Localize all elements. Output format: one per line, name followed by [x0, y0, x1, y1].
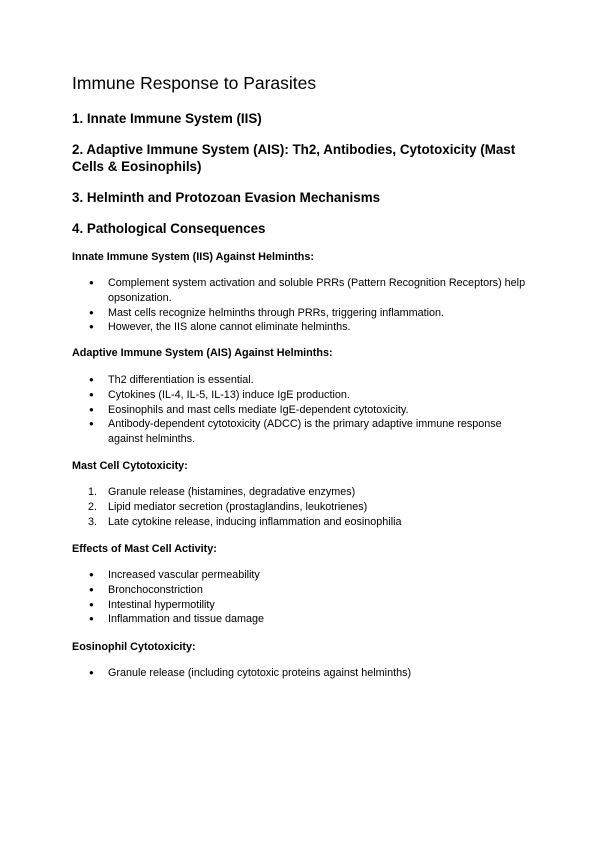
section-heading-eosinophil-cytotoxicity: Eosinophil Cytotoxicity: [72, 641, 196, 653]
eosinophil-list [72, 666, 532, 681]
section-heading-innate: Innate Immune System (IIS) Against Helminths: [72, 251, 314, 263]
adaptive-list [72, 373, 532, 447]
list-item: ● Antibody-dependent cytotoxicity (ADCC) is the primary adaptive immune response against helminths. [72, 417, 532, 447]
outline-item-3: 3. Helminth and Protozoan Evasion Mechanisms [72, 190, 381, 205]
list-item-text: Granule release (histamines, degradative enzymes) [108, 486, 356, 498]
mast-cell-cytotoxicity-list [72, 485, 532, 529]
outline-item-2: 2. Adaptive Immune System (AIS): Th2, Antibodies, Cytotoxicity (Mast Cells & Eosinophils) [72, 142, 516, 174]
section-heading-mast-cell-effects: Effects of Mast Cell Activity: [72, 543, 217, 555]
list-item: ● Intestinal hypermotility [72, 598, 532, 613]
document-title: Immune Response to Parasites [72, 73, 317, 93]
list-item: ● Eosinophils and mast cells mediate IgE-dependent cytotoxicity. [72, 403, 532, 418]
list-item: ● Th2 differentiation is essential. [72, 373, 532, 388]
list-item: ● Inflammation and tissue damage [72, 612, 532, 627]
section-heading-mast-cell-cytotoxicity: Mast Cell Cytotoxicity: [72, 460, 188, 472]
list-item: ● Cytokines (IL-4, IL-5, IL-13) induce IgE production. [72, 388, 532, 403]
list-item: ● Increased vascular permeability [72, 568, 532, 583]
mast-cell-effects-list [72, 568, 532, 627]
list-number: 2. [88, 500, 98, 513]
list-item: ● Complement system activation and soluble PRRs (Pattern Recognition Receptors) help opsonization. [72, 276, 532, 306]
list-item [72, 485, 532, 500]
list-item-text: Lipid mediator secretion (prostaglandins, leukotrienes) [108, 500, 368, 513]
list-item: ● Mast cells recognize helminths through PRRs, triggering inflammation. [72, 306, 532, 321]
list-item [72, 500, 532, 515]
list-item: ● Bronchoconstriction [72, 583, 532, 598]
list-item-text: Late cytokine release, inducing inflammation and eosinophilia [108, 515, 402, 528]
innate-list [72, 276, 532, 335]
list-item: ● Granule release (including cytotoxic proteins against helminths) [72, 666, 532, 681]
outline-item-4: 4. Pathological Consequences [72, 221, 266, 236]
outline-item-1: 1. Innate Immune System (IIS) [72, 111, 262, 126]
list-item: ● However, the IIS alone cannot eliminate helminths. [72, 320, 532, 335]
list-item [72, 515, 532, 530]
list-number: 1. [88, 486, 98, 498]
list-number: 3. [88, 515, 98, 528]
section-heading-adaptive: Adaptive Immune System (AIS) Against Helminths: [72, 347, 333, 359]
